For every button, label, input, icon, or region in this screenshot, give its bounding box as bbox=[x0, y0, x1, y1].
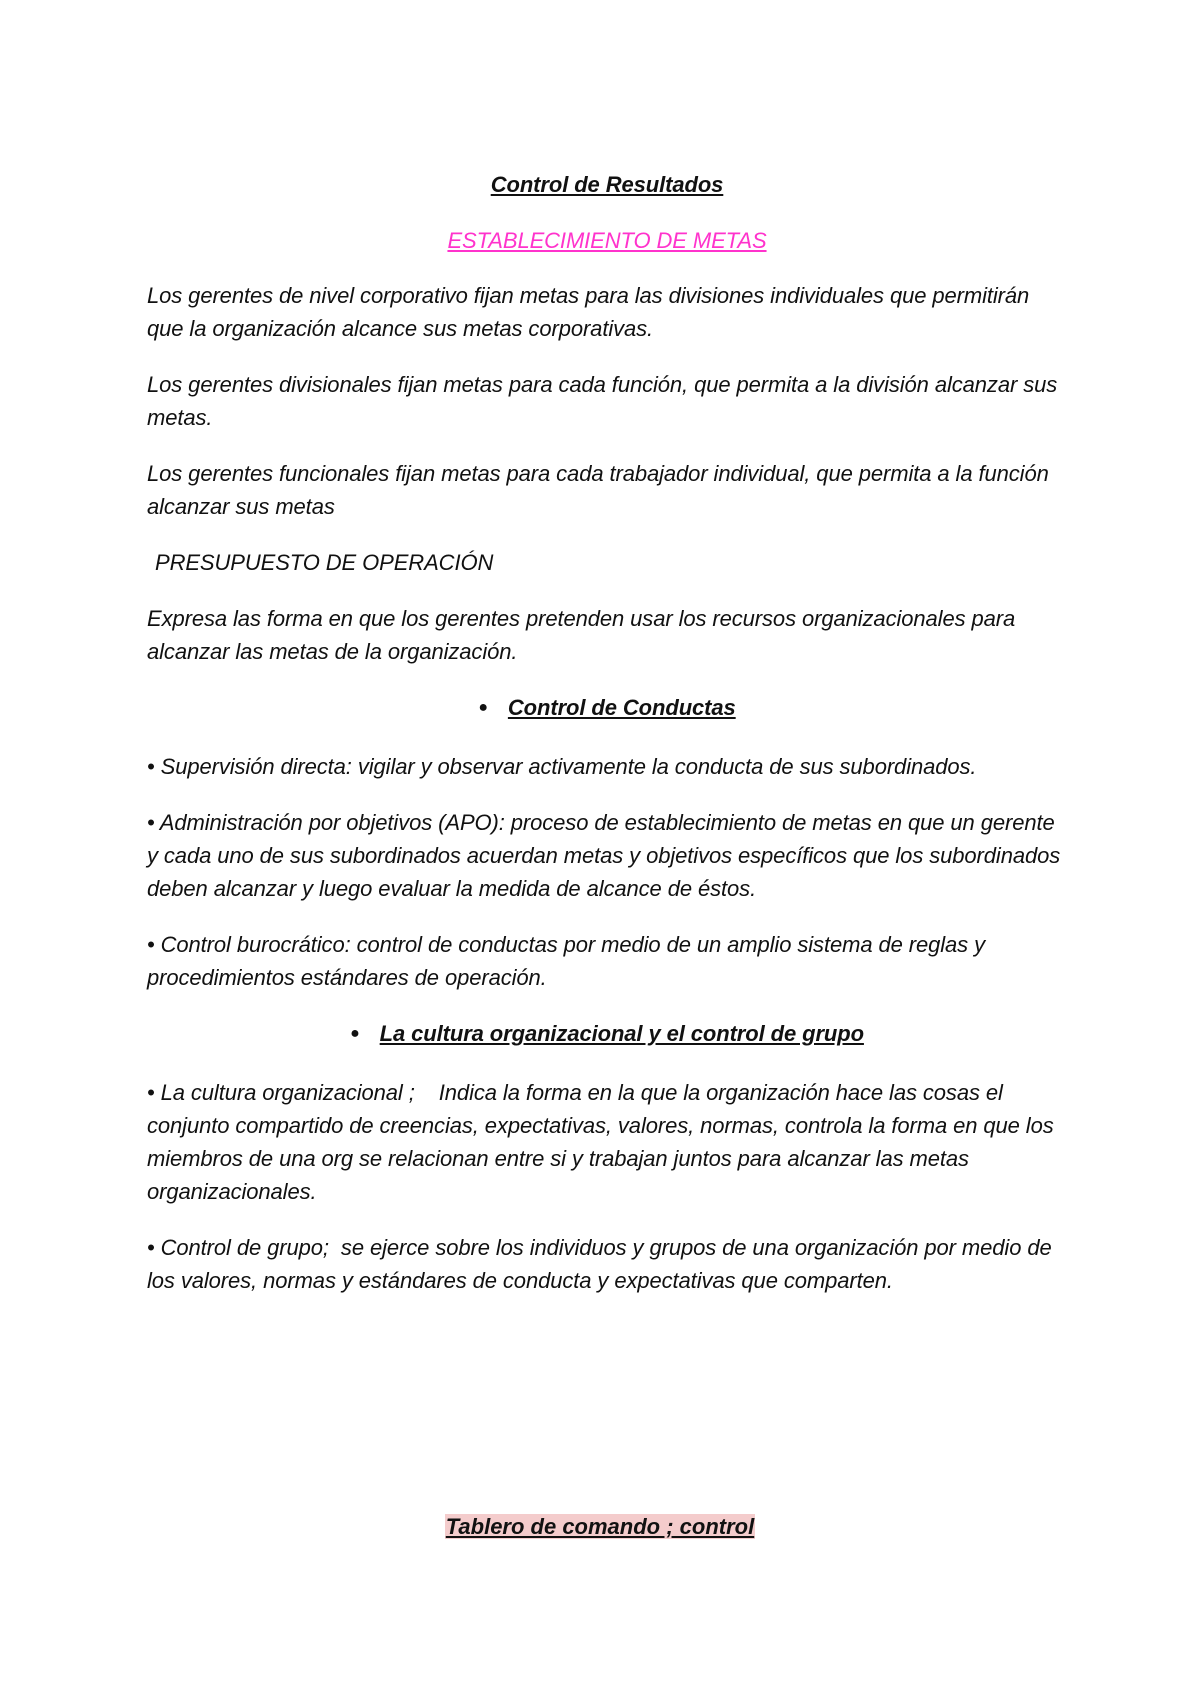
section-heading-conductas bbox=[147, 691, 1067, 727]
paragraph-metas-divisionales: Los gerentes divisionales fijan metas para cada función, que permita a la división alcanzar sus metas. bbox=[147, 372, 1064, 430]
final-heading bbox=[0, 1510, 1200, 1543]
paragraph-metas-corporativo: Los gerentes de nivel corporativo fijan metas para las divisiones individuales que permitirán que la organización alcance sus metas corporativas. bbox=[147, 283, 1036, 341]
list-item-grupo: • Control de grupo; se ejerce sobre los individuos y grupos de una organización por medio de los valores, normas y estándares de conducta y expectativas que comparten. bbox=[147, 1235, 1058, 1293]
list-item-apo: • Administración por objetivos (APO): proceso de establecimiento de metas en que un gerente y cada uno de sus subordinados acuerdan metas y objetivos específicos que los subordinados deben alcanzar y luego evaluar la medida de alcance de éstos. bbox=[147, 810, 1067, 901]
bullet-icon: ● bbox=[350, 1025, 360, 1042]
list-item-burocratico: • Control burocrático: control de conductas por medio de un amplio sistema de reglas y procedimientos estándares de operación. bbox=[147, 932, 991, 990]
list-item-supervision: • Supervisión directa: vigilar y observar activamente la conducta de sus subordinados. bbox=[147, 754, 977, 779]
document-title: Control de Resultados bbox=[490, 172, 724, 197]
section-heading-conductas-text: Control de Conductas bbox=[507, 695, 736, 720]
paragraph-metas-funcionales: Los gerentes funcionales fijan metas para cada trabajador individual, que permita a la función alcanzar sus metas bbox=[147, 461, 1055, 519]
section-heading-metas: ESTABLECIMIENTO DE METAS bbox=[447, 228, 767, 253]
list-item-cultura: • La cultura organizacional ; Indica la forma en la que la organización hace las cosas el conjunto compartido de creencias, expectativas, valores, normas, controla la forma en que los miembros de una org se relacionan entre si y trabajan juntos para alcanzar las metas organizacionales. bbox=[147, 1080, 1060, 1204]
section-heading-cultura bbox=[147, 1017, 1067, 1053]
section-heading-presupuesto: PRESUPUESTO DE OPERACIÓN bbox=[155, 550, 494, 575]
document-body bbox=[147, 168, 1067, 1320]
bullet-icon: ● bbox=[478, 699, 488, 716]
final-heading-text: Tablero de comando ; control bbox=[445, 1514, 755, 1539]
paragraph-presupuesto: Expresa las forma en que los gerentes pretenden usar los recursos organizacionales para alcanzar las metas de la organización. bbox=[147, 606, 1022, 664]
section-heading-cultura-text: La cultura organizacional y el control de grupo bbox=[379, 1021, 864, 1046]
